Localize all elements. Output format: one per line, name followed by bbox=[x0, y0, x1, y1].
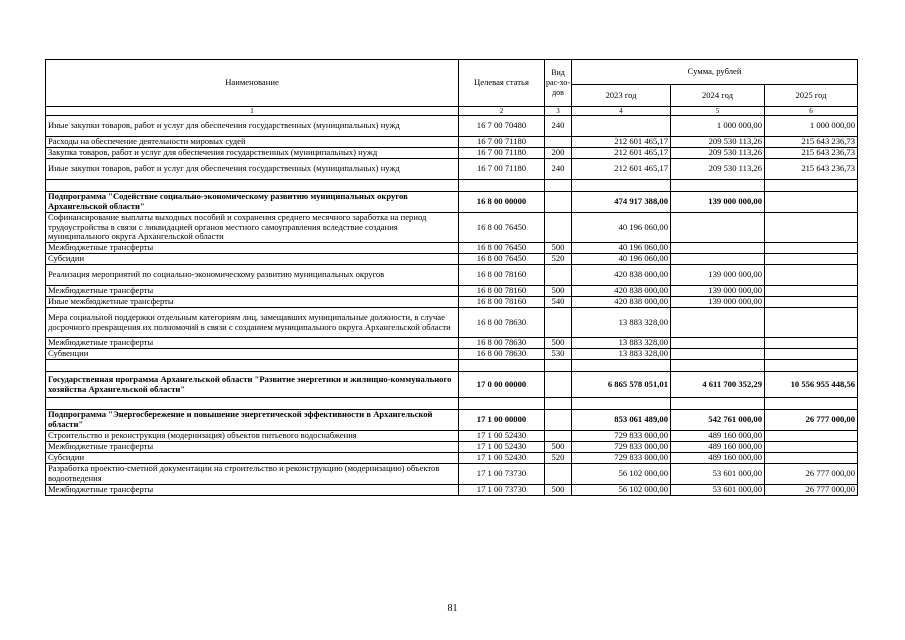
row-expense-type bbox=[545, 431, 572, 442]
row-sum-2023 bbox=[572, 180, 671, 192]
row-sum-2025 bbox=[765, 180, 858, 192]
row-sum-2024 bbox=[671, 360, 765, 372]
row-target-code: 16 8 00 78630 bbox=[459, 338, 545, 349]
row-name: Иные межбюджетные трансферты bbox=[46, 297, 459, 308]
row-name: Разработка проектно-сметной документации на строительство и реконструкцию (модернизацию) объектов водоотведения bbox=[46, 464, 459, 485]
row-expense-type bbox=[545, 180, 572, 192]
header-vid: Вид рас-хо-дов bbox=[545, 60, 572, 107]
row-sum-2023: 729 833 000,00 bbox=[572, 442, 671, 453]
row-sum-2023: 420 838 000,00 bbox=[572, 297, 671, 308]
table-row bbox=[46, 453, 858, 464]
row-sum-2024: 489 160 000,00 bbox=[671, 442, 765, 453]
row-target-code: 16 8 00 78630 bbox=[459, 349, 545, 360]
row-name: Межбюджетные трансферты bbox=[46, 442, 459, 453]
table-row bbox=[46, 485, 858, 496]
row-target-code: 16 8 00 78160 bbox=[459, 265, 545, 286]
row-sum-2024 bbox=[671, 243, 765, 254]
table-row bbox=[46, 254, 858, 265]
row-expense-type: 500 bbox=[545, 286, 572, 297]
row-name: Субсидии bbox=[46, 453, 459, 464]
row-expense-type: 520 bbox=[545, 453, 572, 464]
row-sum-2024: 489 160 000,00 bbox=[671, 431, 765, 442]
header-name: Наименование bbox=[46, 60, 459, 107]
row-target-code: 16 8 00 78160 bbox=[459, 286, 545, 297]
table-row bbox=[46, 410, 858, 431]
row-sum-2024: 542 761 000,00 bbox=[671, 410, 765, 431]
row-sum-2025 bbox=[765, 243, 858, 254]
table-row bbox=[46, 159, 858, 180]
row-expense-type bbox=[545, 137, 572, 148]
spacer-row bbox=[46, 180, 858, 192]
row-name: Подпрограмма "Содействие социально-экономическому развитию муниципальных округов Архангельской области" bbox=[46, 192, 459, 213]
row-target-code: 17 1 00 73730 bbox=[459, 485, 545, 496]
row-sum-2023: 729 833 000,00 bbox=[572, 431, 671, 442]
row-target-code: 16 8 00 78630 bbox=[459, 308, 545, 338]
table-row bbox=[46, 308, 858, 338]
row-sum-2023: 212 601 465,17 bbox=[572, 148, 671, 159]
column-index: 2 bbox=[459, 107, 545, 116]
column-index: 6 bbox=[765, 107, 858, 116]
row-sum-2024 bbox=[671, 349, 765, 360]
row-target-code: 17 1 00 52430 bbox=[459, 453, 545, 464]
row-target-code: 17 1 00 00000 bbox=[459, 410, 545, 431]
row-expense-type bbox=[545, 360, 572, 372]
row-name bbox=[46, 180, 459, 192]
row-sum-2023 bbox=[572, 116, 671, 137]
row-name: Межбюджетные трансферты bbox=[46, 338, 459, 349]
row-sum-2023: 56 102 000,00 bbox=[572, 485, 671, 496]
header-year-2023: 2023 год bbox=[572, 85, 671, 107]
row-sum-2024 bbox=[671, 398, 765, 410]
column-index-row bbox=[46, 107, 858, 116]
row-sum-2023: 853 061 489,00 bbox=[572, 410, 671, 431]
row-name: Межбюджетные трансферты bbox=[46, 243, 459, 254]
row-sum-2024: 489 160 000,00 bbox=[671, 453, 765, 464]
row-sum-2024: 139 000 000,00 bbox=[671, 286, 765, 297]
row-expense-type bbox=[545, 464, 572, 485]
row-sum-2023: 474 917 388,00 bbox=[572, 192, 671, 213]
header-code: Целевая статья bbox=[459, 60, 545, 107]
row-sum-2024: 139 000 000,00 bbox=[671, 297, 765, 308]
table-row bbox=[46, 442, 858, 453]
table-row bbox=[46, 137, 858, 148]
row-sum-2024: 1 000 000,00 bbox=[671, 116, 765, 137]
table-row bbox=[46, 372, 858, 398]
row-name: Иные закупки товаров, работ и услуг для обеспечения государственных (муниципальных) нужд bbox=[46, 116, 459, 137]
row-target-code bbox=[459, 360, 545, 372]
row-sum-2025: 215 643 236,73 bbox=[765, 148, 858, 159]
row-target-code: 16 8 00 00000 bbox=[459, 192, 545, 213]
row-sum-2024: 209 530 113,26 bbox=[671, 137, 765, 148]
row-target-code: 16 8 00 78160 bbox=[459, 297, 545, 308]
spacer-row bbox=[46, 398, 858, 410]
row-expense-type bbox=[545, 372, 572, 398]
table-row bbox=[46, 213, 858, 243]
row-target-code: 17 1 00 52430 bbox=[459, 442, 545, 453]
table-row bbox=[46, 338, 858, 349]
row-sum-2023: 420 838 000,00 bbox=[572, 265, 671, 286]
table-row bbox=[46, 431, 858, 442]
column-index: 4 bbox=[572, 107, 671, 116]
row-target-code bbox=[459, 180, 545, 192]
row-sum-2024: 53 601 000,00 bbox=[671, 485, 765, 496]
row-name: Субвенции bbox=[46, 349, 459, 360]
row-sum-2023: 40 196 060,00 bbox=[572, 243, 671, 254]
row-name: Субсидии bbox=[46, 254, 459, 265]
spacer-row bbox=[46, 360, 858, 372]
row-expense-type bbox=[545, 410, 572, 431]
row-target-code: 16 7 00 71180 bbox=[459, 159, 545, 180]
row-sum-2025: 1 000 000,00 bbox=[765, 116, 858, 137]
row-sum-2023: 40 196 060,00 bbox=[572, 254, 671, 265]
row-target-code: 16 7 00 71180 bbox=[459, 137, 545, 148]
row-sum-2023: 40 196 060,00 bbox=[572, 213, 671, 243]
row-sum-2024: 139 000 000,00 bbox=[671, 192, 765, 213]
row-sum-2023: 6 865 578 051,01 bbox=[572, 372, 671, 398]
row-name: Расходы на обеспечение деятельности мировых судей bbox=[46, 137, 459, 148]
row-expense-type: 200 bbox=[545, 148, 572, 159]
row-target-code: 16 7 00 71180 bbox=[459, 148, 545, 159]
row-sum-2025: 26 777 000,00 bbox=[765, 464, 858, 485]
row-sum-2024: 209 530 113,26 bbox=[671, 148, 765, 159]
table-row bbox=[46, 349, 858, 360]
row-name: Реализация мероприятий по социально-экономическому развитию муниципальных округов bbox=[46, 265, 459, 286]
budget-table bbox=[45, 59, 858, 496]
row-sum-2025 bbox=[765, 398, 858, 410]
row-sum-2025 bbox=[765, 349, 858, 360]
row-sum-2025 bbox=[765, 286, 858, 297]
row-name: Подпрограмма "Энергосбережение и повышение энергетической эффективности в Архангельской области" bbox=[46, 410, 459, 431]
row-name: Межбюджетные трансферты bbox=[46, 286, 459, 297]
row-name bbox=[46, 398, 459, 410]
table-row bbox=[46, 286, 858, 297]
row-sum-2023: 212 601 465,17 bbox=[572, 159, 671, 180]
row-target-code: 16 8 00 76450 bbox=[459, 213, 545, 243]
row-sum-2025 bbox=[765, 213, 858, 243]
row-expense-type bbox=[545, 308, 572, 338]
row-expense-type: 500 bbox=[545, 243, 572, 254]
row-sum-2025: 215 643 236,73 bbox=[765, 159, 858, 180]
row-name: Иные закупки товаров, работ и услуг для обеспечения государственных (муниципальных) нужд bbox=[46, 159, 459, 180]
row-sum-2025 bbox=[765, 297, 858, 308]
row-target-code: 16 7 00 70480 bbox=[459, 116, 545, 137]
row-sum-2025: 26 777 000,00 bbox=[765, 485, 858, 496]
row-sum-2023 bbox=[572, 360, 671, 372]
row-sum-2024 bbox=[671, 254, 765, 265]
row-target-code: 17 0 00 00000 bbox=[459, 372, 545, 398]
table-row bbox=[46, 192, 858, 213]
row-name bbox=[46, 360, 459, 372]
row-expense-type: 500 bbox=[545, 442, 572, 453]
row-expense-type: 240 bbox=[545, 116, 572, 137]
row-expense-type: 500 bbox=[545, 338, 572, 349]
header-row-top bbox=[46, 60, 858, 85]
table-row bbox=[46, 243, 858, 254]
row-sum-2024: 53 601 000,00 bbox=[671, 464, 765, 485]
row-sum-2023: 212 601 465,17 bbox=[572, 137, 671, 148]
row-expense-type: 540 bbox=[545, 297, 572, 308]
header-year-2025: 2025 год bbox=[765, 85, 858, 107]
column-index: 3 bbox=[545, 107, 572, 116]
row-target-code: 17 1 00 73730 bbox=[459, 464, 545, 485]
table-row bbox=[46, 297, 858, 308]
row-target-code: 17 1 00 52430 bbox=[459, 431, 545, 442]
row-name: Софинансирование выплаты выходных пособий и сохранения среднего месячного заработка на период трудоустройства в связи с ликвидацией органов местного самоуправления вследствие создания муниципального округа Архангельской области bbox=[46, 213, 459, 243]
row-sum-2023: 420 838 000,00 bbox=[572, 286, 671, 297]
row-sum-2025: 26 777 000,00 bbox=[765, 410, 858, 431]
column-index: 5 bbox=[671, 107, 765, 116]
row-sum-2023: 729 833 000,00 bbox=[572, 453, 671, 464]
row-target-code: 16 8 00 76450 bbox=[459, 254, 545, 265]
row-sum-2025 bbox=[765, 192, 858, 213]
table-row bbox=[46, 116, 858, 137]
row-sum-2023: 13 883 328,00 bbox=[572, 338, 671, 349]
row-expense-type bbox=[545, 398, 572, 410]
row-sum-2024 bbox=[671, 180, 765, 192]
table-row bbox=[46, 265, 858, 286]
row-sum-2025 bbox=[765, 453, 858, 464]
row-sum-2024 bbox=[671, 338, 765, 349]
row-sum-2023 bbox=[572, 398, 671, 410]
header-sum: Сумма, рублей bbox=[572, 60, 858, 85]
page-number: 81 bbox=[447, 603, 458, 614]
row-sum-2025: 215 643 236,73 bbox=[765, 137, 858, 148]
row-expense-type: 500 bbox=[545, 485, 572, 496]
column-index: 1 bbox=[46, 107, 459, 116]
row-sum-2024: 4 611 700 352,29 bbox=[671, 372, 765, 398]
row-expense-type bbox=[545, 265, 572, 286]
row-sum-2024: 139 000 000,00 bbox=[671, 265, 765, 286]
table-row bbox=[46, 464, 858, 485]
row-expense-type: 520 bbox=[545, 254, 572, 265]
row-sum-2025 bbox=[765, 431, 858, 442]
row-target-code bbox=[459, 398, 545, 410]
row-sum-2024 bbox=[671, 213, 765, 243]
header-year-2024: 2024 год bbox=[671, 85, 765, 107]
row-expense-type bbox=[545, 192, 572, 213]
row-name: Мера социальной поддержки отдельным категориям лиц, замещавших муниципальные должности, в случае досрочного прекращения их полномочий в связи с созданием муниципального округа Архангельской области bbox=[46, 308, 459, 338]
row-sum-2024: 209 530 113,26 bbox=[671, 159, 765, 180]
row-name: Закупка товаров, работ и услуг для обеспечения государственных (муниципальных) нужд bbox=[46, 148, 459, 159]
row-sum-2025 bbox=[765, 265, 858, 286]
row-sum-2025 bbox=[765, 254, 858, 265]
row-expense-type bbox=[545, 213, 572, 243]
row-sum-2025 bbox=[765, 338, 858, 349]
row-sum-2024 bbox=[671, 308, 765, 338]
row-expense-type: 240 bbox=[545, 159, 572, 180]
row-sum-2023: 13 883 328,00 bbox=[572, 308, 671, 338]
row-name: Строительство и реконструкция (модернизация) объектов питьевого водоснабжения bbox=[46, 431, 459, 442]
row-sum-2025: 10 556 955 448,56 bbox=[765, 372, 858, 398]
row-sum-2023: 13 883 328,00 bbox=[572, 349, 671, 360]
row-sum-2025 bbox=[765, 360, 858, 372]
row-sum-2023: 56 102 000,00 bbox=[572, 464, 671, 485]
table-row bbox=[46, 148, 858, 159]
row-name: Межбюджетные трансферты bbox=[46, 485, 459, 496]
row-sum-2025 bbox=[765, 442, 858, 453]
row-expense-type: 530 bbox=[545, 349, 572, 360]
row-sum-2025 bbox=[765, 308, 858, 338]
row-name: Государственная программа Архангельской области "Развитие энергетики и жилищно-коммунального хозяйства Архангельской области" bbox=[46, 372, 459, 398]
row-target-code: 16 8 00 76450 bbox=[459, 243, 545, 254]
